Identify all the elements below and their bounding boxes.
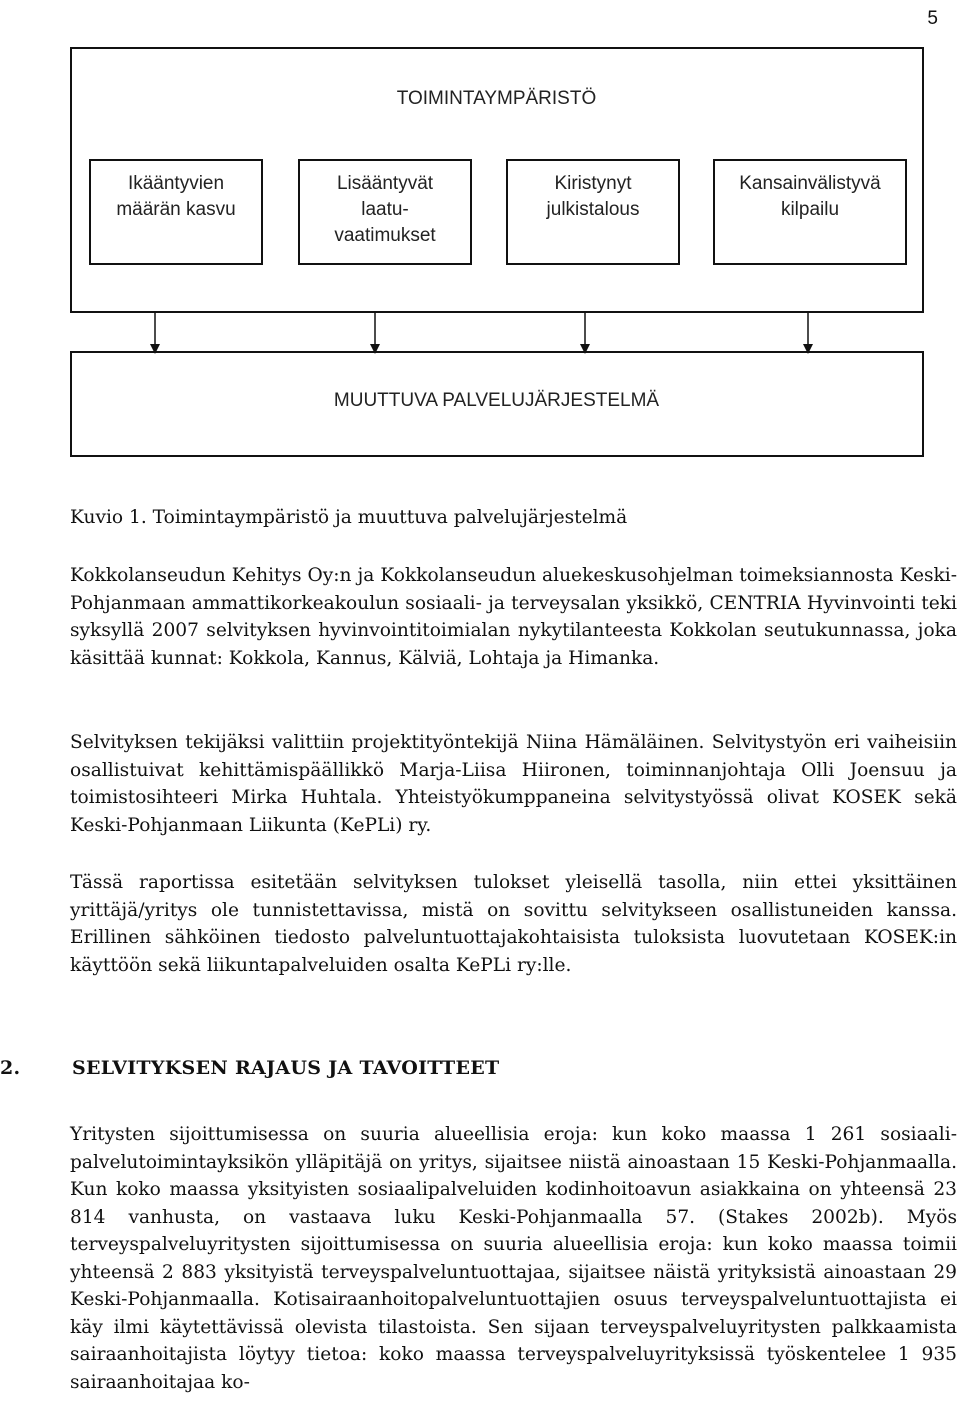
factor-competition-label: Kansainvälistyvä kilpailu bbox=[739, 173, 881, 220]
paragraph-results: Tässä raportissa esitetään selvityksen tulokset yleisellä tasolla, niin ettei yksittäinen yrittäjä/yritys ole tunnistettavissa, mistä on sovittu selvitykseen osallistuneiden kanssa. Erillinen sähköinen tiedosto palveluntuottajakohtaisista tuloksista luovutetaan KOSEK:in käyttöön sekä liikuntapalveluiden osalta KePLi ry:lle. bbox=[70, 872, 957, 976]
figure-caption: Kuvio 1. Toimintaympäristö ja muuttuva palvelujärjestelmä bbox=[70, 507, 628, 528]
factor-quality-label: Lisääntyvät laatu- vaatimukset bbox=[334, 173, 436, 246]
paragraph-commission: Kokkolanseudun Kehitys Oy:n ja Kokkolanseudun aluekeskusohjelman toimeksiannosta Keski-Pohjanmaan ammattikorkeakoulun sosiaali- ja terveysalan yksikkö, CENTRIA Hyvinvointi teki syksyllä 2007 selvityksen hyvinvointitoimialan nykytilanteesta Kokkolan seutukunnassa, joka käsittää kunnat: Kokkola, Kannus, Kälviä, Lohtaja ja Himanka. bbox=[70, 565, 957, 669]
environment-title: TOIMINTAYMPÄRISTÖ bbox=[396, 88, 597, 109]
section-title: SELVITYKSEN RAJAUS JA TAVOITTEET bbox=[72, 1057, 500, 1079]
section-number: 2. bbox=[0, 1057, 21, 1079]
paragraph-regional-differences: Yritysten sijoittumisessa on suuria alueellisia eroja: kun koko maassa 1 261 sosiaalipalvelutoimintayksikön ylläpitäjä on yritys, sijaitsee niistä ainoastaan 15 Keski-Pohjanmaalla. Kun koko maassa yksityisten sosiaalipalveluiden kodinhoitoavun asiakkaina on yhteensä 23 814 vanhusta, on vastaava luku Keski-Pohjanmaalla 57. (Stakes 2002b). Myös terveyspalveluyritysten sijoittumisessa on suuria alueellisia eroja: kun koko maassa toimii yhteensä 2 883 yksityistä terveyspalveluntuottajaa, sijaitsee näistä yrityksistä ainoastaan 29 Keski-Pohjanmaalla. Kotisairaanhoitopalveluntuottajien osuus terveyspalveluntuottajista ei käy ilmi käytettävissä olevista tilastoista. Sen sijaan terveyspalveluyritysten palkkaamista sairaanhoitajista löytyy tietoa: koko maassa terveyspalveluyrityksissä työskentelee 1 935 sairaanhoitajaa ko- bbox=[70, 1124, 957, 1393]
paragraph-participants: Selvityksen tekijäksi valittiin projektityöntekijä Niina Hämäläinen. Selvitystyön eri vaiheisiin osallistuivat kehittämispäällikkö Marja-Liisa Hiironen, toiminnanjohtaja Olli Joensuu ja toimistosihteeri Mirka Huhtala. Yhteistyökumppaneina selvitystyössä olivat KOSEK sekä Keski-Pohjanmaan Liikunta (KePLi) ry. bbox=[70, 732, 957, 836]
factor-public-economy-label: Kiristynyt julkistalous bbox=[546, 173, 640, 220]
page-number: 5 bbox=[927, 8, 938, 29]
factor-aging-label: Ikääntyvien määrän kasvu bbox=[116, 173, 236, 220]
service-system-title: MUUTTUVA PALVELUJÄRJESTELMÄ bbox=[333, 390, 660, 411]
